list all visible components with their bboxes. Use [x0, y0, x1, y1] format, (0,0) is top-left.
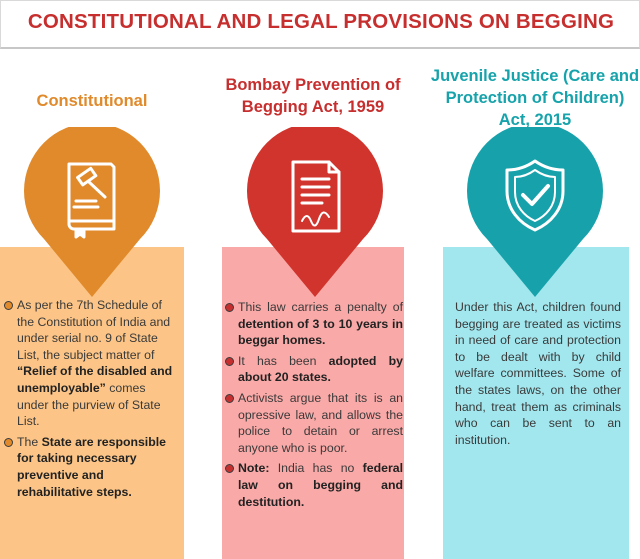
bullet-icon [225, 394, 234, 403]
juvenile-justice-text: Under this Act, children found begging are treated as victims in need of care and protection to be dealt with by child welfare committees. Some of the states laws, on the other hand, treat them as criminals who can be sent to an institution. [455, 300, 621, 447]
bombay-act-text [225, 299, 403, 514]
bullet-icon [4, 438, 13, 447]
constitutional-text [4, 297, 180, 504]
list-item: It has been adopted by about 20 states. [225, 353, 403, 386]
list-item: Note: India has no federal law on begging and destitution. [225, 460, 403, 510]
page-title: CONSTITUTIONAL AND LEGAL PROVISIONS ON BEGGING [27, 10, 615, 33]
bullet-icon [225, 464, 234, 473]
title-bar [0, 0, 640, 49]
juvenile-justice-heading: Juvenile Justice (Care and Protection of Children) Act, 2015 [430, 67, 640, 129]
constitutional-heading: Constitutional [36, 92, 148, 110]
list-item: As per the 7th Schedule of the Constitution of India and under serial no. 9 of State List, the subject matter of “Relief of the disabled and unemployable” comes under the purview of State List. [4, 297, 180, 430]
bullet-icon [225, 357, 234, 366]
bombay-act-pin [247, 127, 383, 297]
list-item: The State are responsible for taking necessary preventive and rehabilitative steps. [4, 434, 180, 500]
bullet-icon [225, 303, 234, 312]
bullet-icon [4, 301, 13, 310]
list-item: This law carries a penalty of detention of 3 to 10 years in beggar homes. [225, 299, 403, 349]
list-item: Activists argue that its is an opressive law, and allows the police to detain or arrest anyone who is poor. [225, 390, 403, 456]
juvenile-justice-pin [467, 127, 603, 297]
bombay-act-heading: Bombay Prevention of Begging Act, 1959 [225, 76, 401, 116]
constitutional-pin [24, 127, 160, 297]
